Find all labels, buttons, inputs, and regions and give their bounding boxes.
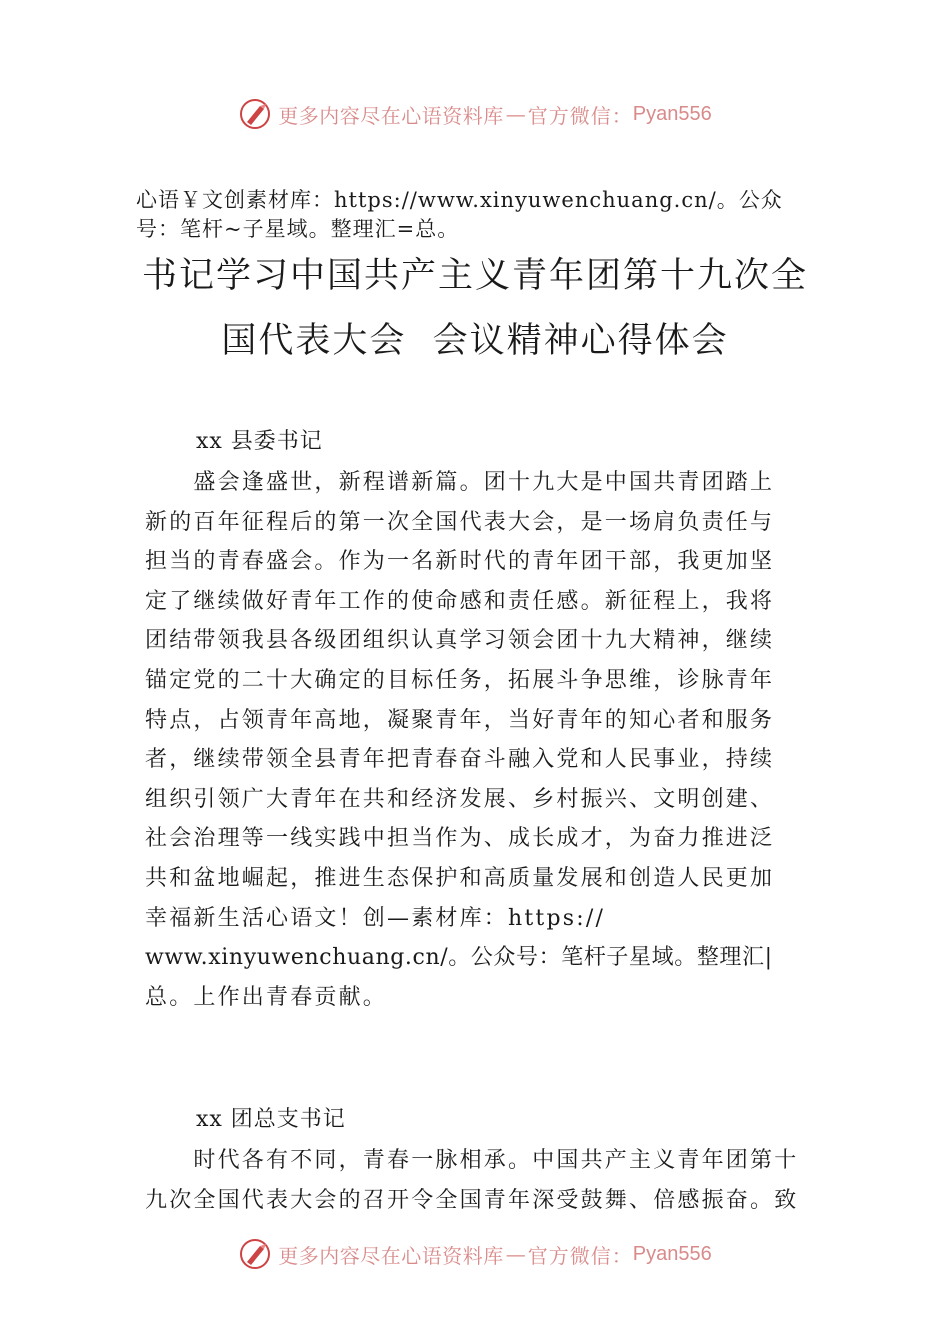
paragraph-line: 共和盆地崛起，推进生态保护和高质量发展和创造人民更加 xyxy=(145,865,775,891)
footer-banner xyxy=(0,1234,950,1274)
source-note-line-2: 号：笔杆~子星域。整理汇=总。 xyxy=(136,217,460,241)
banner-label: 官方微信： xyxy=(527,1243,633,1268)
banner-wechat-id: Pyan556 xyxy=(632,102,712,125)
paragraph-line: 锚定党的二十大确定的目标任务，拓展斗争思维，诊脉青年 xyxy=(145,667,775,693)
paragraph-line: 者，继续带领全县青年把青春奋斗融入党和人民事业，持续 xyxy=(145,747,775,773)
paragraph-line: 组织引领广大青年在共和经济发展、乡村振兴、文明创建、 xyxy=(145,786,775,812)
paragraph-line: 总。上作出青春贡献。 xyxy=(145,984,388,1010)
paragraph-line: 盛会逢盛世，新程谱新篇。团十九大是中国共青团踏上 xyxy=(145,470,775,495)
document-title-line-1: 书记学习中国共产主义青年团第十九次全 xyxy=(141,256,808,296)
section-paragraph xyxy=(145,463,845,1017)
paragraph-line: 定了继续做好青年工作的使命感和责任感。新征程上，我将 xyxy=(145,588,775,614)
banner-wechat-id: Pyan556 xyxy=(632,1242,712,1265)
banner-dash: — xyxy=(505,1242,526,1266)
paragraph-line: 担当的青春盛会。作为一名新时代的青年团干部，我更加坚 xyxy=(145,549,775,575)
paragraph-line: 社会治理等一线实践中担当作为、成长成才，为奋力推进泛 xyxy=(145,826,775,852)
header-banner xyxy=(0,94,950,134)
paragraph-line: 九次全国代表大会的召开令全国青年深受鼓舞、倍感振奋。致 xyxy=(145,1187,799,1213)
source-note-line-1: 心语￥文创素材库：https://www.xinyuwenchuang.cn/。公众 xyxy=(136,188,783,212)
document-title-line-2: 国代表大会 会议精神心得体会 xyxy=(221,321,729,361)
banner-text: 更多内容尽在心语资料库 xyxy=(278,103,504,128)
section-author: xx 团总支书记 xyxy=(196,1107,346,1132)
paragraph-line: www.xinyuwenchuang.cn/。公众号：笔杆子星域。整理汇| xyxy=(145,945,773,971)
source-note xyxy=(136,186,836,244)
banner-dash: — xyxy=(505,102,526,126)
section-paragraph xyxy=(145,1141,845,1220)
pen-logo-icon xyxy=(238,1237,272,1271)
banner-text: 更多内容尽在心语资料库 xyxy=(278,1243,504,1268)
paragraph-line: 幸福新生活心语文！创—素材库：https:// xyxy=(145,905,606,931)
pen-logo-icon xyxy=(238,97,272,131)
paragraph-line: 特点，占领青年高地，凝聚青年，当好青年的知心者和服务 xyxy=(145,707,775,733)
paragraph-line: 新的百年征程后的第一次全国代表大会，是一场肩负责任与 xyxy=(145,509,775,535)
paragraph-line: 团结带领我县各级团组织认真学习领会团十九大精神，继续 xyxy=(145,628,775,654)
paragraph-line: 时代各有不同，青春一脉相承。中国共产主义青年团第十 xyxy=(145,1148,799,1173)
section-author: xx 县委书记 xyxy=(196,429,323,454)
banner-label: 官方微信： xyxy=(527,103,633,128)
